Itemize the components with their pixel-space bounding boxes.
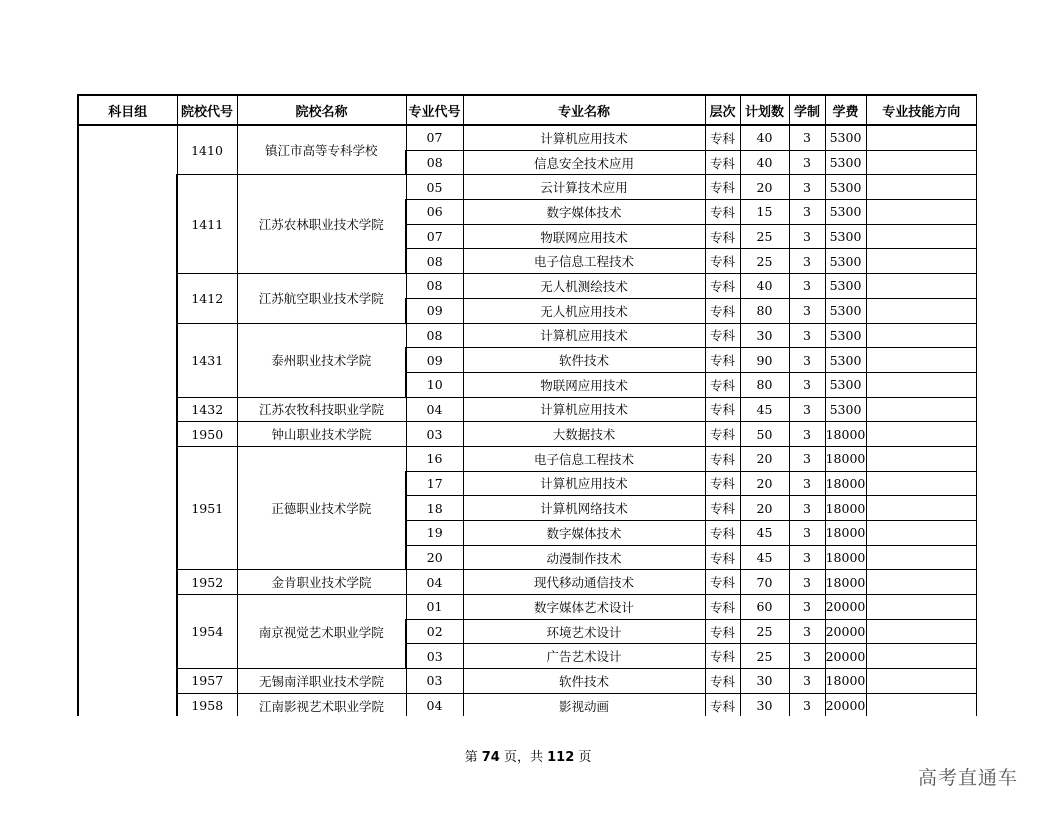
cell-major-code: 06 <box>406 200 463 225</box>
cell-tuition: 5300 <box>825 200 866 225</box>
cell-level: 专科 <box>705 150 740 175</box>
cell-duration: 3 <box>789 669 825 694</box>
page-number-footer <box>0 746 1056 765</box>
table-row <box>78 595 977 620</box>
cell-duration: 3 <box>789 595 825 620</box>
cell-major-code: 04 <box>406 693 463 716</box>
cell-duration: 3 <box>789 545 825 570</box>
cell-major-name: 环境艺术设计 <box>463 619 705 644</box>
cell-level: 专科 <box>705 422 740 447</box>
cell-major-code: 03 <box>406 644 463 669</box>
cell-major-name: 无人机应用技术 <box>463 298 705 323</box>
cell-quota: 60 <box>740 595 789 620</box>
cell-major-code: 08 <box>406 323 463 348</box>
cell-duration: 3 <box>789 570 825 595</box>
cell-direction <box>866 693 977 716</box>
cell-name: 金肯职业技术学院 <box>237 570 406 595</box>
cell-direction <box>866 545 977 570</box>
cell-quota: 90 <box>740 348 789 373</box>
cell-quota: 40 <box>740 125 789 150</box>
cell-major-code: 19 <box>406 521 463 546</box>
column-header: 学制 <box>789 95 825 125</box>
cell-direction <box>866 372 977 397</box>
cell-duration: 3 <box>789 644 825 669</box>
cell-duration: 3 <box>789 693 825 716</box>
cell-quota: 20 <box>740 471 789 496</box>
cell-major-code: 08 <box>406 249 463 274</box>
footer-prefix: 第 <box>464 750 478 765</box>
cell-major-name: 计算机应用技术 <box>463 397 705 422</box>
cell-level: 专科 <box>705 249 740 274</box>
cell-direction <box>866 274 977 299</box>
cell-direction <box>866 125 977 150</box>
cell-code: 1412 <box>177 274 237 323</box>
cell-quota: 80 <box>740 298 789 323</box>
cell-quota: 30 <box>740 669 789 694</box>
cell-code: 1957 <box>177 669 237 694</box>
cell-tuition: 20000 <box>825 693 866 716</box>
cell-tuition: 20000 <box>825 595 866 620</box>
cell-direction <box>866 298 977 323</box>
cell-major-name: 物联网应用技术 <box>463 372 705 397</box>
cell-level: 专科 <box>705 545 740 570</box>
cell-major-name: 数字媒体技术 <box>463 200 705 225</box>
cell-code: 1432 <box>177 397 237 422</box>
cell-major-name: 数字媒体艺术设计 <box>463 595 705 620</box>
cell-tuition: 5300 <box>825 125 866 150</box>
cell-major-name: 计算机应用技术 <box>463 125 705 150</box>
cell-major-code: 01 <box>406 595 463 620</box>
cell-duration: 3 <box>789 224 825 249</box>
cell-level: 专科 <box>705 693 740 716</box>
cell-duration: 3 <box>789 249 825 274</box>
cell-major-code: 08 <box>406 274 463 299</box>
cell-major-name: 无人机测绘技术 <box>463 274 705 299</box>
cell-major-name: 计算机应用技术 <box>463 471 705 496</box>
cell-tuition: 5300 <box>825 323 866 348</box>
cell-direction <box>866 323 977 348</box>
cell-major-code: 16 <box>406 446 463 471</box>
table-row <box>78 446 977 471</box>
cell-duration: 3 <box>789 150 825 175</box>
cell-level: 专科 <box>705 521 740 546</box>
cell-tuition: 5300 <box>825 224 866 249</box>
column-header: 学费 <box>825 95 866 125</box>
footer-suffix: 页 <box>578 750 592 765</box>
current-page-number: 74 <box>481 750 500 765</box>
cell-tuition: 18000 <box>825 570 866 595</box>
cell-quota: 30 <box>740 693 789 716</box>
cell-code: 1411 <box>177 175 237 274</box>
cell-tuition: 18000 <box>825 446 866 471</box>
cell-direction <box>866 200 977 225</box>
cell-duration: 3 <box>789 274 825 299</box>
cell-tuition: 18000 <box>825 471 866 496</box>
cell-level: 专科 <box>705 298 740 323</box>
cell-level: 专科 <box>705 669 740 694</box>
watermark: 高考直通车 <box>918 767 1019 789</box>
cell-level: 专科 <box>705 200 740 225</box>
cell-code: 1951 <box>177 446 237 569</box>
cell-quota: 40 <box>740 274 789 299</box>
column-header: 专业技能方向 <box>866 95 977 125</box>
cell-level: 专科 <box>705 595 740 620</box>
cell-code: 1950 <box>177 422 237 447</box>
cell-quota: 45 <box>740 545 789 570</box>
cell-quota: 20 <box>740 496 789 521</box>
cell-major-name: 软件技术 <box>463 348 705 373</box>
cell-quota: 50 <box>740 422 789 447</box>
cell-level: 专科 <box>705 274 740 299</box>
footer-middle: 页，共 <box>503 750 543 765</box>
table-row <box>78 323 977 348</box>
cell-direction <box>866 348 977 373</box>
cell-major-name: 广告艺术设计 <box>463 644 705 669</box>
cell-major-code: 02 <box>406 619 463 644</box>
column-header: 院校代号 <box>177 95 237 125</box>
cell-major-name: 现代移动通信技术 <box>463 570 705 595</box>
cell-tuition: 5300 <box>825 150 866 175</box>
table-row <box>78 274 977 299</box>
cell-name: 南京视觉艺术职业学院 <box>237 595 406 669</box>
cell-major-code: 18 <box>406 496 463 521</box>
cell-quota: 40 <box>740 150 789 175</box>
cell-quota: 20 <box>740 446 789 471</box>
cell-major-name: 云计算技术应用 <box>463 175 705 200</box>
cell-name: 泰州职业技术学院 <box>237 323 406 397</box>
cell-duration: 3 <box>789 619 825 644</box>
column-header: 科目组 <box>78 95 177 125</box>
cell-level: 专科 <box>705 619 740 644</box>
cell-tuition: 18000 <box>825 496 866 521</box>
cell-direction <box>866 446 977 471</box>
subject-group-cell <box>78 125 177 716</box>
cell-tuition: 5300 <box>825 274 866 299</box>
table-row <box>78 693 977 716</box>
cell-duration: 3 <box>789 496 825 521</box>
cell-direction <box>866 570 977 595</box>
cell-tuition: 20000 <box>825 644 866 669</box>
cell-duration: 3 <box>789 521 825 546</box>
cell-direction <box>866 175 977 200</box>
cell-code: 1410 <box>177 125 237 175</box>
cell-tuition: 5300 <box>825 397 866 422</box>
cell-code: 1958 <box>177 693 237 716</box>
column-header: 计划数 <box>740 95 789 125</box>
cell-code: 1952 <box>177 570 237 595</box>
table-row <box>78 125 977 150</box>
table-row <box>78 175 977 200</box>
cell-direction <box>866 150 977 175</box>
cell-major-code: 07 <box>406 125 463 150</box>
cell-quota: 20 <box>740 175 789 200</box>
cell-level: 专科 <box>705 471 740 496</box>
cell-quota: 25 <box>740 619 789 644</box>
cell-major-code: 10 <box>406 372 463 397</box>
cell-major-name: 动漫制作技术 <box>463 545 705 570</box>
column-header: 专业代号 <box>406 95 463 125</box>
cell-direction <box>866 595 977 620</box>
cell-direction <box>866 249 977 274</box>
cell-name: 无锡南洋职业技术学院 <box>237 669 406 694</box>
cell-major-name: 大数据技术 <box>463 422 705 447</box>
cell-direction <box>866 496 977 521</box>
cell-major-code: 20 <box>406 545 463 570</box>
cell-quota: 45 <box>740 397 789 422</box>
cell-quota: 30 <box>740 323 789 348</box>
admission-plan-table <box>77 94 977 716</box>
cell-name: 江苏航空职业技术学院 <box>237 274 406 323</box>
cell-direction <box>866 644 977 669</box>
cell-major-name: 计算机网络技术 <box>463 496 705 521</box>
cell-level: 专科 <box>705 224 740 249</box>
cell-direction <box>866 397 977 422</box>
cell-code: 1954 <box>177 595 237 669</box>
cell-quota: 15 <box>740 200 789 225</box>
cell-tuition: 5300 <box>825 175 866 200</box>
cell-level: 专科 <box>705 496 740 521</box>
cell-tuition: 5300 <box>825 249 866 274</box>
cell-major-code: 04 <box>406 397 463 422</box>
cell-tuition: 18000 <box>825 521 866 546</box>
cell-major-code: 09 <box>406 348 463 373</box>
table-row <box>78 669 977 694</box>
cell-direction <box>866 669 977 694</box>
cell-major-name: 影视动画 <box>463 693 705 716</box>
cell-direction <box>866 422 977 447</box>
cell-quota: 25 <box>740 249 789 274</box>
cell-quota: 80 <box>740 372 789 397</box>
cell-level: 专科 <box>705 446 740 471</box>
cell-duration: 3 <box>789 323 825 348</box>
cell-direction <box>866 521 977 546</box>
cell-major-name: 电子信息工程技术 <box>463 446 705 471</box>
cell-major-name: 信息安全技术应用 <box>463 150 705 175</box>
cell-duration: 3 <box>789 348 825 373</box>
cell-duration: 3 <box>789 446 825 471</box>
cell-level: 专科 <box>705 323 740 348</box>
cell-duration: 3 <box>789 422 825 447</box>
cell-quota: 70 <box>740 570 789 595</box>
cell-quota: 25 <box>740 644 789 669</box>
cell-tuition: 5300 <box>825 298 866 323</box>
cell-name: 江苏农牧科技职业学院 <box>237 397 406 422</box>
cell-level: 专科 <box>705 372 740 397</box>
cell-level: 专科 <box>705 644 740 669</box>
cell-name: 江南影视艺术职业学院 <box>237 693 406 716</box>
admission-plan-table-area <box>77 94 977 716</box>
cell-direction <box>866 224 977 249</box>
column-header: 院校名称 <box>237 95 406 125</box>
cell-tuition: 18000 <box>825 422 866 447</box>
cell-name: 江苏农林职业技术学院 <box>237 175 406 274</box>
cell-direction <box>866 471 977 496</box>
cell-name: 正德职业技术学院 <box>237 446 406 569</box>
column-header: 层次 <box>705 95 740 125</box>
cell-direction <box>866 619 977 644</box>
cell-major-code: 08 <box>406 150 463 175</box>
cell-duration: 3 <box>789 397 825 422</box>
table-row <box>78 422 977 447</box>
cell-duration: 3 <box>789 200 825 225</box>
cell-code: 1431 <box>177 323 237 397</box>
column-header: 专业名称 <box>463 95 705 125</box>
cell-major-name: 数字媒体技术 <box>463 521 705 546</box>
cell-name: 镇江市高等专科学校 <box>237 125 406 175</box>
table-body <box>78 125 977 716</box>
cell-level: 专科 <box>705 175 740 200</box>
cell-tuition: 5300 <box>825 348 866 373</box>
cell-quota: 45 <box>740 521 789 546</box>
cell-duration: 3 <box>789 372 825 397</box>
cell-duration: 3 <box>789 125 825 150</box>
cell-tuition: 18000 <box>825 545 866 570</box>
cell-quota: 25 <box>740 224 789 249</box>
table-row <box>78 397 977 422</box>
cell-major-code: 04 <box>406 570 463 595</box>
cell-major-code: 05 <box>406 175 463 200</box>
cell-major-name: 软件技术 <box>463 669 705 694</box>
cell-name: 钟山职业技术学院 <box>237 422 406 447</box>
cell-major-name: 物联网应用技术 <box>463 224 705 249</box>
cell-major-code: 17 <box>406 471 463 496</box>
cell-major-name: 电子信息工程技术 <box>463 249 705 274</box>
cell-major-name: 计算机应用技术 <box>463 323 705 348</box>
table-row <box>78 570 977 595</box>
cell-level: 专科 <box>705 125 740 150</box>
cell-major-code: 09 <box>406 298 463 323</box>
cell-major-code: 03 <box>406 422 463 447</box>
cell-level: 专科 <box>705 348 740 373</box>
cell-level: 专科 <box>705 570 740 595</box>
cell-duration: 3 <box>789 175 825 200</box>
cell-duration: 3 <box>789 471 825 496</box>
cell-tuition: 20000 <box>825 619 866 644</box>
cell-major-code: 07 <box>406 224 463 249</box>
cell-level: 专科 <box>705 397 740 422</box>
total-page-count: 112 <box>547 750 575 765</box>
cell-tuition: 18000 <box>825 669 866 694</box>
cell-major-code: 03 <box>406 669 463 694</box>
header-row <box>78 95 977 125</box>
cell-duration: 3 <box>789 298 825 323</box>
cell-tuition: 5300 <box>825 372 866 397</box>
table-header <box>78 95 977 125</box>
